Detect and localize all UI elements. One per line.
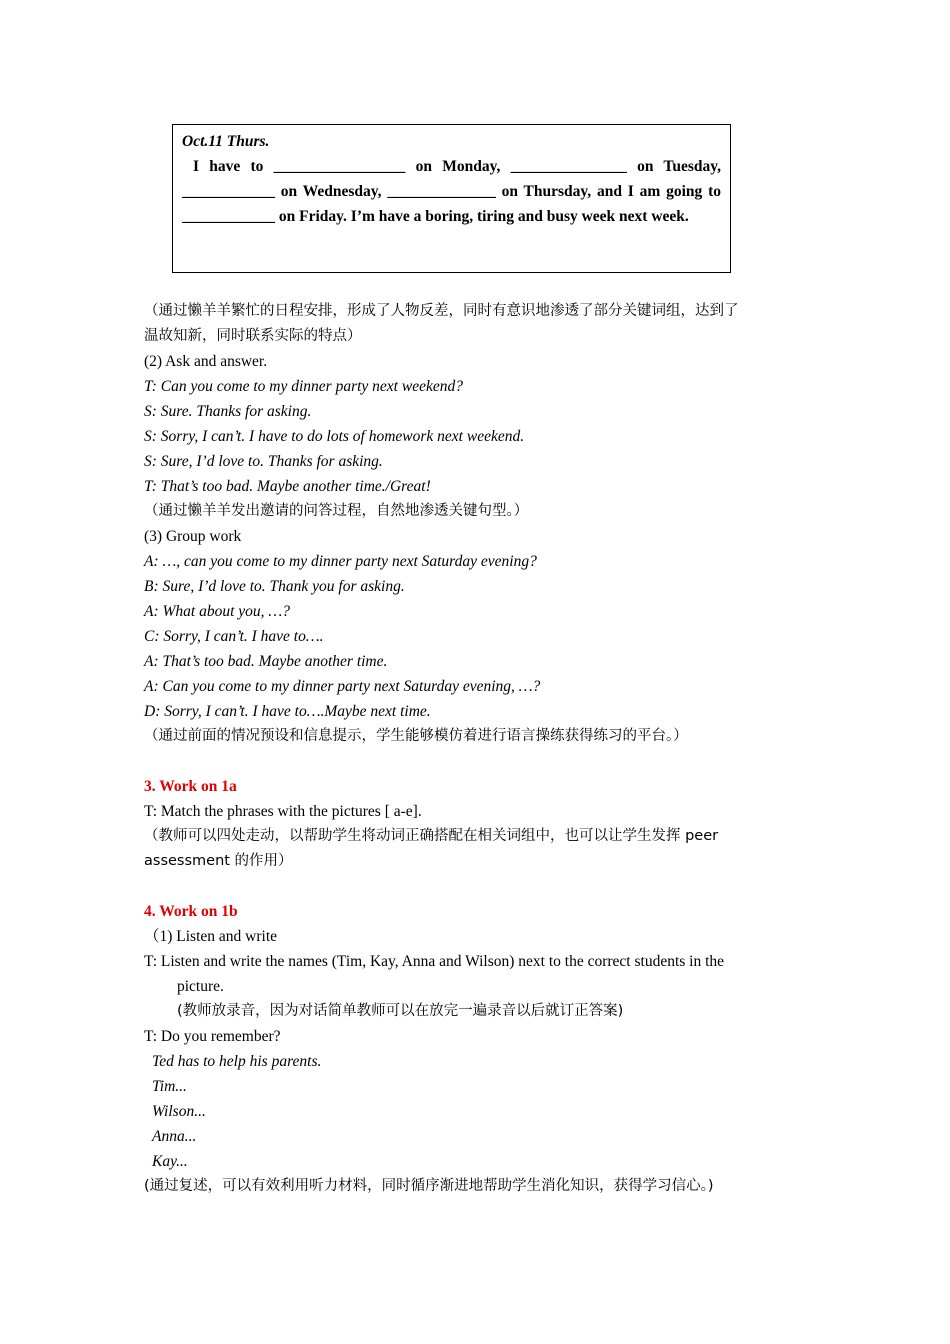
spacer	[144, 749, 808, 774]
dialogue-line: A: …, can you come to my dinner party next Saturday evening?	[144, 553, 537, 570]
note-1b: 温故知新，同时联系实际的特点）	[144, 328, 362, 344]
note-6: (通过复述，可以有效利用听力材料，同时循序渐进地帮助学生消化知识，获得学习信心。)	[144, 1178, 714, 1194]
subheading-listen-write: （1) Listen and write	[144, 928, 278, 945]
dialogue-line: S: Sure. Thanks for asking.	[144, 403, 312, 420]
instruction-1b: T: Listen and write the names (Tim, Kay, Anna and Wilson) next to the correct students in the	[144, 953, 725, 970]
dialogue-line: B: Sure, I’d love to. Thank you for asking.	[144, 578, 405, 595]
dialogue-line: S: Sure, I’d love to. Thanks for asking.	[144, 453, 383, 470]
remember-line: Wilson...	[152, 1103, 206, 1120]
heading-work-1a: 3. Work on 1a	[144, 778, 237, 795]
box-date: Oct.11 Thurs.	[182, 133, 270, 150]
dialogue-line: C: Sorry, I can’t. I have to….	[144, 628, 324, 645]
box-text: I have to _________________ on Monday, _______________ on Tuesday, ____________ on Wednesday, ______________ on Thursday, and I am going to ____________ on Friday. I’m have a boring, tiring and busy week next week.	[182, 158, 721, 225]
instruction-1a: T: Match the phrases with the pictures [ a-e].	[144, 803, 422, 820]
note-4b: assessment 的作用）	[144, 853, 293, 869]
dialogue-line: T: Can you come to my dinner party next weekend?	[144, 378, 463, 395]
remember-question: T: Do you remember?	[144, 1028, 281, 1045]
remember-line: Ted has to help his parents.	[152, 1053, 322, 1070]
note-1a: （通过懒羊羊繁忙的日程安排，形成了人物反差，同时有意识地渗透了部分关键词组，达到了	[144, 303, 739, 319]
remember-line: Anna...	[152, 1128, 197, 1145]
spacer	[144, 874, 808, 899]
dialogue-line: A: What about you, …?	[144, 603, 290, 620]
dialogue-line: T: That’s too bad. Maybe another time./Great!	[144, 478, 431, 495]
section-2-title: (2) Ask and answer.	[144, 353, 268, 370]
dialogue-line: A: That’s too bad. Maybe another time.	[144, 653, 388, 670]
note-5: (教师放录音，因为对话简单教师可以在放完一遍录音以后就订正答案)	[177, 1003, 624, 1019]
heading-work-1b: 4. Work on 1b	[144, 903, 238, 920]
dialogue-line: S: Sorry, I can’t. I have to do lots of homework next weekend.	[144, 428, 525, 445]
schedule-box	[172, 124, 731, 273]
note-2: （通过懒羊羊发出邀请的问答过程，自然地渗透关键句型。）	[144, 503, 529, 519]
section-3-title: (3) Group work	[144, 528, 242, 545]
dialogue-line: D: Sorry, I can’t. I have to….Maybe next time.	[144, 703, 431, 720]
instruction-1b-cont: picture.	[177, 978, 224, 995]
lesson-content	[144, 299, 808, 1199]
note-3: （通过前面的情况预设和信息提示，学生能够模仿着进行语言操练获得练习的平台。）	[144, 728, 688, 744]
remember-line: Kay...	[152, 1153, 188, 1170]
remember-line: Tim...	[152, 1078, 187, 1095]
note-4a: （教师可以四处走动，以帮助学生将动词正确搭配在相关词组中，也可以让学生发挥 peer	[144, 828, 719, 844]
dialogue-line: A: Can you come to my dinner party next Saturday evening, …?	[144, 678, 541, 695]
